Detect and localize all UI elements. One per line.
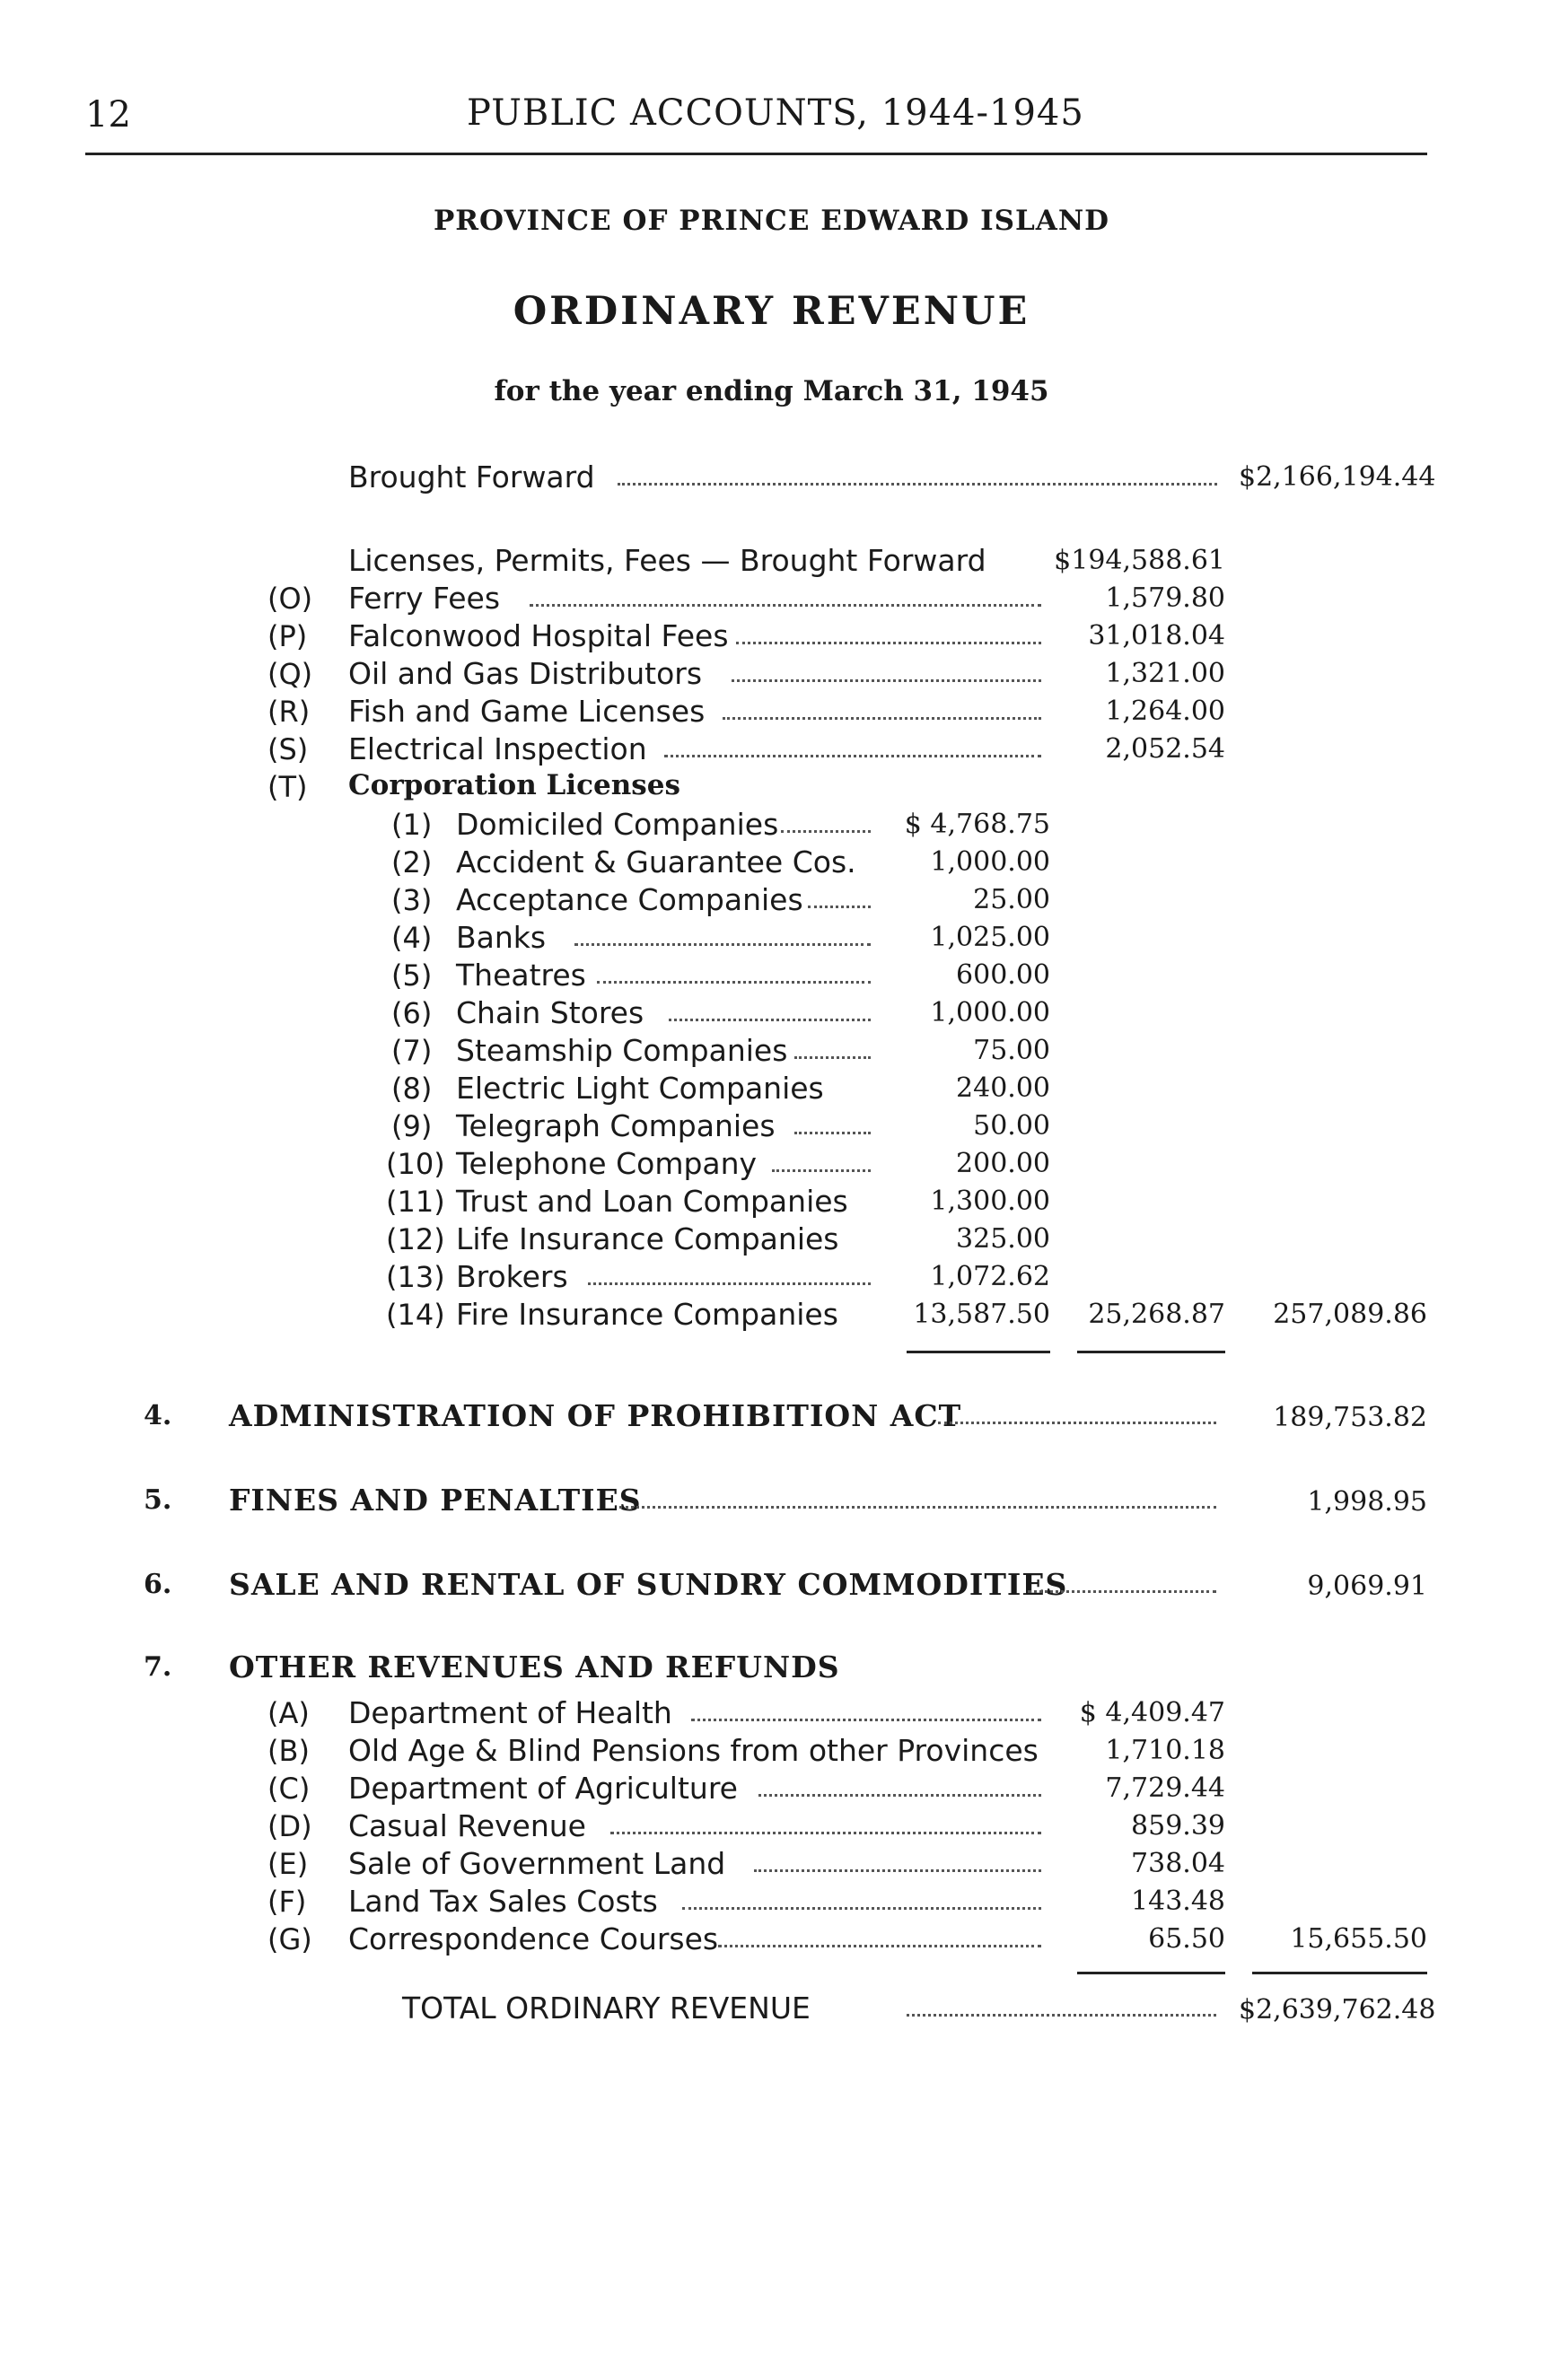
leader-dots [758,1790,1041,1797]
sub-label: Trust and Loan Companies [456,1184,848,1219]
report-title: ORDINARY REVENUE [513,289,1030,334]
sub-num: (10) [386,1147,445,1181]
province-title: PROVINCE OF PRINCE EDWARD ISLAND [433,205,1110,237]
item-amount: 65.50 [1148,1923,1225,1955]
sub-num: (12) [386,1222,445,1256]
sub-amount: 50.00 [973,1110,1050,1142]
item-amount: 1,579.80 [1105,582,1225,614]
sum-rule [1252,1972,1427,1974]
section-amount: 1,998.95 [1307,1486,1427,1518]
running-title: PUBLIC ACCOUNTS, 1944-1945 [467,92,1084,134]
item-label: Electrical Inspection [348,731,647,766]
sum-rule [1077,1972,1225,1974]
sub-amount: $ 4,768.75 [904,809,1050,840]
sub-amount: 325.00 [956,1223,1050,1255]
header-rule [85,153,1427,155]
item-amount: 859.39 [1131,1810,1225,1842]
sub-label: Electric Light Companies [456,1071,824,1106]
grand-total-label: TOTAL ORDINARY REVENUE [402,1991,811,2026]
item-code: (T) [267,770,308,804]
licenses-amount: $194,588.61 [1054,545,1225,576]
brought-forward-label: Brought Forward [348,459,595,494]
sub-amount: 1,072.62 [930,1261,1050,1292]
sub-amount: 240.00 [956,1072,1050,1104]
leader-dots [718,1941,1041,1947]
item-label: Department of Agriculture [348,1771,738,1806]
leader-dots [938,1418,1216,1424]
corporation-heading: Corporation Licenses [348,769,680,801]
section-number: 7. [144,1651,172,1683]
item-code: (E) [267,1847,309,1881]
section-amount: 9,069.91 [1307,1571,1427,1602]
leader-dots [682,1903,1041,1910]
section-number: 6. [144,1569,172,1600]
sub-amount: 200.00 [956,1148,1050,1179]
item-amount: 1,264.00 [1105,696,1225,727]
leader-dots [772,1166,871,1172]
sub-label: Accident & Guarantee Cos. [456,844,856,879]
item-code: (Q) [267,657,313,691]
sub-num: (13) [386,1260,445,1294]
licenses-label: Licenses, Permits, Fees — Brought Forward [348,543,986,578]
sub-num: (2) [391,845,433,879]
sub-label: Life Insurance Companies [456,1221,839,1256]
section-heading: OTHER REVENUES AND REFUNDS [229,1649,840,1684]
sub-label: Theatres [456,958,586,993]
leader-dots [619,1502,1216,1509]
sub-amount: 75.00 [973,1035,1050,1066]
item-amount: 1,321.00 [1105,658,1225,689]
item-code: (S) [267,732,309,766]
section-heading: SALE AND RENTAL OF SUNDRY COMMODITIES [229,1567,1068,1602]
leader-dots [794,1128,871,1134]
sub-num: (1) [391,808,433,842]
sub-num: (3) [391,883,433,917]
item-code: (G) [267,1922,312,1956]
corporation-subtotal: 25,268.87 [1088,1299,1225,1330]
leader-dots [794,1053,871,1059]
sub-label: Fire Insurance Companies [456,1297,838,1332]
period-subtitle: for the year ending March 31, 1945 [494,375,1049,407]
sub-label: Telephone Company [456,1146,758,1181]
leader-dots [732,676,1041,682]
sub-num: (4) [391,921,433,955]
leader-dots [907,2010,1216,2017]
sum-rule [1077,1351,1225,1353]
section-heading: FINES AND PENALTIES [229,1483,642,1518]
sub-amount: 1,025.00 [930,922,1050,953]
item-label: Falconwood Hospital Fees [348,618,729,653]
sub-label: Brokers [456,1259,568,1294]
item-label: Old Age & Blind Pensions from other Provinces [348,1733,1039,1768]
item-label: Ferry Fees [348,581,501,616]
leader-dots [691,1715,1041,1721]
item-code: (O) [267,582,313,616]
licenses-total: 257,089.86 [1273,1299,1427,1330]
grand-total-amount: $2,639,762.48 [1239,1994,1436,2026]
item-label: Fish and Game Licenses [348,694,706,729]
item-amount: 1,710.18 [1105,1735,1225,1766]
sub-label: Domiciled Companies [456,807,779,842]
section-heading: ADMINISTRATION OF PROHIBITION ACT [229,1398,962,1433]
item-code: (F) [267,1885,307,1919]
item-code: (C) [267,1772,311,1806]
sub-num: (8) [391,1072,433,1106]
sub-amount: 1,000.00 [930,997,1050,1028]
sub-num: (7) [391,1034,433,1068]
item-label: Correspondence Courses [348,1921,719,1956]
item-amount: 2,052.54 [1105,733,1225,765]
sub-num: (5) [391,958,433,993]
sub-label: Chain Stores [456,995,644,1030]
leader-dots [1028,1587,1216,1593]
page-number: 12 [85,94,131,136]
other-total: 15,655.50 [1290,1923,1427,1955]
item-code: (R) [267,695,311,729]
leader-dots [781,827,871,833]
item-amount: 738.04 [1131,1848,1225,1879]
section-number: 4. [144,1400,172,1431]
leader-dots [618,479,1217,486]
sub-num: (11) [386,1185,445,1219]
item-code: (B) [267,1734,310,1768]
sub-label: Telegraph Companies [456,1108,776,1143]
leader-dots [530,600,1041,607]
item-code: (P) [267,619,308,653]
leader-dots [669,1015,871,1021]
sub-label: Steamship Companies [456,1033,788,1068]
item-label: Land Tax Sales Costs [348,1884,658,1919]
item-label: Oil and Gas Distributors [348,656,703,691]
item-amount: 31,018.04 [1088,620,1225,652]
leader-dots [664,751,1041,757]
sub-amount: 600.00 [956,959,1050,991]
sub-num: (14) [386,1298,445,1332]
brought-forward-amount: $2,166,194.44 [1239,461,1436,493]
item-label: Sale of Government Land [348,1846,726,1881]
section-number: 5. [144,1484,172,1516]
item-code: (A) [267,1696,310,1730]
item-amount: 7,729.44 [1105,1772,1225,1804]
sub-num: (9) [391,1109,433,1143]
leader-dots [610,1828,1041,1834]
leader-dots [736,638,1041,644]
item-label: Casual Revenue [348,1808,586,1843]
item-amount: 143.48 [1131,1886,1225,1917]
item-code: (D) [267,1809,312,1843]
sub-amount: 1,000.00 [930,846,1050,878]
sub-amount: 1,300.00 [930,1186,1050,1217]
leader-dots [597,977,871,984]
sub-label: Banks [456,920,547,955]
leader-dots [574,940,871,946]
item-label: Department of Health [348,1695,672,1730]
section-amount: 189,753.82 [1273,1402,1427,1433]
leader-dots [723,713,1041,720]
item-amount: $ 4,409.47 [1079,1697,1225,1728]
sum-rule [907,1351,1050,1353]
leader-dots [754,1866,1041,1872]
sub-amount: 25.00 [973,884,1050,915]
leader-dots [588,1279,871,1285]
sub-num: (6) [391,996,433,1030]
sub-label: Acceptance Companies [456,882,803,917]
sub-amount: 13,587.50 [913,1299,1050,1330]
